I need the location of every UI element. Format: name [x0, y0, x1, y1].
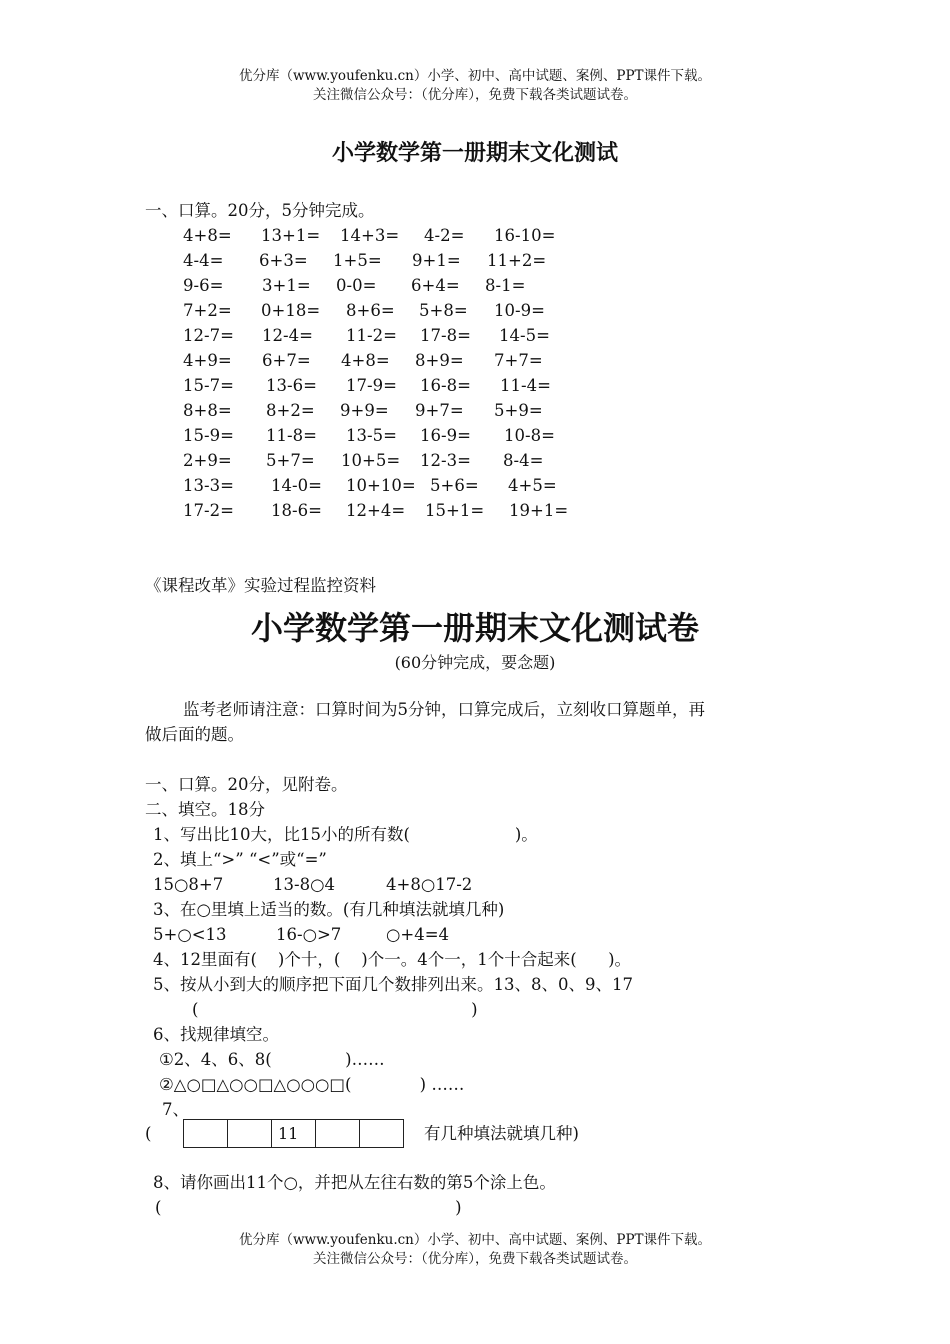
arithmetic-problem: 8+8=: [183, 401, 232, 420]
arithmetic-problem: 10-8=: [504, 426, 555, 445]
arithmetic-problem: 13-6=: [266, 376, 317, 395]
arithmetic-problem: 8-1=: [485, 276, 526, 295]
question-8-blank: ( ): [155, 1198, 462, 1217]
question-6: 6、找规律填空。: [153, 1025, 279, 1044]
arithmetic-problem: 4+5=: [508, 476, 557, 495]
question-3-item: ○+4=4: [386, 925, 450, 944]
site-header-line-1: 优分库（www.youfenku.cn）小学、初中、高中试题、案例、PPT课件下载。: [238, 68, 712, 84]
arithmetic-problem: 9+1=: [412, 251, 461, 270]
page-title: 小学数学第一册期末文化测试: [331, 140, 618, 166]
arithmetic-problem: 11+2=: [487, 251, 547, 270]
question-2-item: 4+8○17-2: [386, 875, 473, 894]
arithmetic-problem: 10-9=: [494, 301, 545, 320]
arithmetic-problem: 15-9=: [183, 426, 234, 445]
arithmetic-problem: 3+1=: [262, 276, 311, 295]
arithmetic-problem: 8+6=: [346, 301, 395, 320]
site-footer-line-1: 优分库（www.youfenku.cn）小学、初中、高中试题、案例、PPT课件下载。: [238, 1232, 712, 1248]
arithmetic-problem: 14+3=: [340, 226, 400, 245]
arithmetic-problem: 14-0=: [271, 476, 322, 495]
arithmetic-problem: 12-7=: [183, 326, 234, 345]
arithmetic-problem: 6+4=: [411, 276, 460, 295]
arithmetic-problem: 13+1=: [261, 226, 321, 245]
arithmetic-problem: 17-8=: [420, 326, 471, 345]
arithmetic-problem: 7+7=: [494, 351, 543, 370]
proctor-notice: 监考老师请注意：口算时间为5分钟，口算完成后，立刻收口算题单，再: [183, 700, 705, 719]
exam-subtitle: (60分钟完成，要念题): [394, 653, 556, 672]
arithmetic-problem: 15-7=: [183, 376, 234, 395]
question-3: 3、在○里填上适当的数。(有几种填法就填几种): [153, 900, 505, 919]
section-oral-arithmetic: 一、口算。20分，5分钟完成。: [145, 201, 375, 220]
arithmetic-problem: 13-5=: [346, 426, 397, 445]
question-5: 5、按从小到大的顺序把下面几个数排列出来。13、8、0、9、17: [153, 975, 633, 994]
question-7-tail: 有几种填法就填几种): [424, 1124, 579, 1143]
question-6-a: ①2、4、6、8( )……: [159, 1050, 385, 1069]
question-8: 8、请你画出11个○，并把从左往右数的第5个涂上色。: [153, 1173, 556, 1192]
arithmetic-problem: 19+1=: [509, 501, 569, 520]
arithmetic-problem: 17-9=: [346, 376, 397, 395]
arithmetic-problem: 9-6=: [183, 276, 224, 295]
number-cell[interactable]: [184, 1120, 228, 1148]
question-3-item: 16-○>7: [276, 925, 342, 944]
arithmetic-problem: 11-4=: [500, 376, 551, 395]
arithmetic-problem: 1+5=: [333, 251, 382, 270]
arithmetic-problem: 8+9=: [415, 351, 464, 370]
caption: 《课程改革》实验过程监控资料: [145, 576, 376, 595]
arithmetic-problem: 4+8=: [341, 351, 390, 370]
arithmetic-problem: 12-3=: [420, 451, 471, 470]
number-cell[interactable]: [360, 1120, 404, 1148]
arithmetic-problem: 7+2=: [183, 301, 232, 320]
arithmetic-problem: 8+2=: [266, 401, 315, 420]
question-1: 1、写出比10大，比15小的所有数( )。: [153, 825, 538, 844]
question-2-item: 15○8+7: [153, 875, 224, 894]
question-4: 4、12里面有( )个十，( )个一。4个一，1个十合起来( )。: [153, 950, 632, 969]
arithmetic-problem: 10+10=: [346, 476, 416, 495]
arithmetic-problem: 14-5=: [499, 326, 550, 345]
arithmetic-problem: 16-9=: [420, 426, 471, 445]
arithmetic-problem: 4-4=: [183, 251, 224, 270]
arithmetic-problem: 6+3=: [259, 251, 308, 270]
number-cells: [183, 1119, 404, 1148]
question-5-blank: ( ): [192, 1000, 478, 1019]
arithmetic-problem: 6+7=: [262, 351, 311, 370]
arithmetic-problem: 5+8=: [419, 301, 468, 320]
exam-title: 小学数学第一册期末文化测试卷: [250, 609, 699, 647]
arithmetic-problem: 9+7=: [415, 401, 464, 420]
question-7-open-paren: (: [145, 1124, 152, 1143]
question-2: 2、填上“>” “<”或“=”: [153, 850, 327, 869]
arithmetic-problem: 16-10=: [494, 226, 556, 245]
arithmetic-problem: 11-2=: [346, 326, 397, 345]
arithmetic-problem: 2+9=: [183, 451, 232, 470]
site-footer-line-2: 关注微信公众号：（优分库），免费下载各类试题试卷。: [313, 1251, 637, 1267]
number-cell[interactable]: [316, 1120, 360, 1148]
arithmetic-problem: 10+5=: [341, 451, 401, 470]
arithmetic-problem: 4+8=: [183, 226, 232, 245]
arithmetic-problem: 11-8=: [266, 426, 317, 445]
arithmetic-problem: 12-4=: [262, 326, 313, 345]
arithmetic-problem: 13-3=: [183, 476, 234, 495]
section-1: 一、口算。20分，见附卷。: [145, 775, 348, 794]
arithmetic-problem: 18-6=: [271, 501, 322, 520]
proctor-notice-cont: 做后面的题。: [145, 725, 244, 744]
arithmetic-problem: 5+6=: [430, 476, 479, 495]
arithmetic-problem: 5+9=: [494, 401, 543, 420]
arithmetic-problem: 12+4=: [346, 501, 406, 520]
arithmetic-problem: 0+18=: [261, 301, 321, 320]
arithmetic-problem: 0-0=: [336, 276, 377, 295]
site-header-line-2: 关注微信公众号：（优分库），免费下载各类试题试卷。: [313, 87, 637, 103]
arithmetic-problem: 9+9=: [340, 401, 389, 420]
arithmetic-problem: 4-2=: [424, 226, 465, 245]
question-6-b: ②△○□△○○□△○○○□( ) ……: [159, 1075, 465, 1094]
section-2: 二、填空。18分: [145, 800, 265, 819]
arithmetic-problem: 8-4=: [503, 451, 544, 470]
number-cell: 11: [272, 1120, 316, 1148]
question-3-item: 5+○<13: [153, 925, 227, 944]
number-cell[interactable]: [228, 1120, 272, 1148]
arithmetic-problem: 5+7=: [266, 451, 315, 470]
arithmetic-problem: 15+1=: [425, 501, 485, 520]
arithmetic-problem: 16-8=: [420, 376, 471, 395]
question-2-item: 13-8○4: [273, 875, 335, 894]
arithmetic-problem: 4+9=: [183, 351, 232, 370]
question-7: 7、: [162, 1100, 189, 1119]
arithmetic-problem: 17-2=: [183, 501, 234, 520]
